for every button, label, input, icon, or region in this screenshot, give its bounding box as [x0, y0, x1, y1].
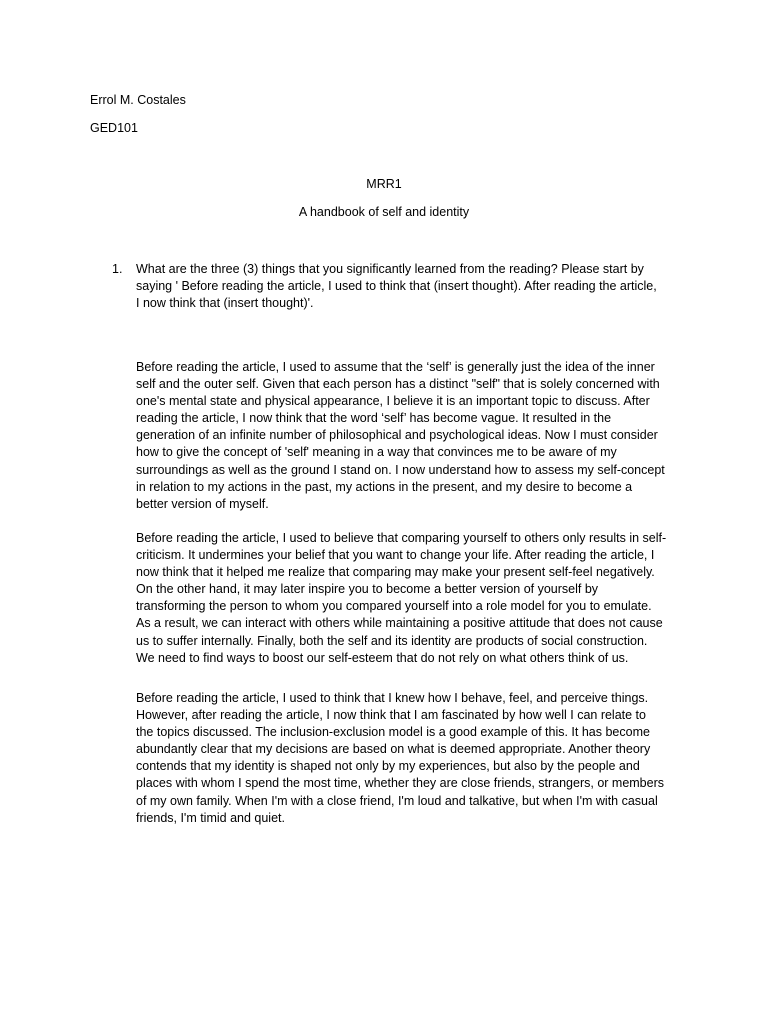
paragraph-line: Before reading the article, I used to assume that the ‘self’ is generally just the idea of the inner — [136, 360, 655, 374]
question-line: I now think that (insert thought)'. — [136, 296, 314, 311]
paragraph-line: Before reading the article, I used to think that I knew how I behave, feel, and perceive things. — [136, 691, 649, 705]
document-title: A handbook of self and identity — [298, 205, 470, 219]
question-text — [136, 261, 696, 312]
paragraph-line: in relation to my actions in the past, my actions in the present, and my desire to become a — [136, 479, 633, 494]
paragraph-line: reading the article, I now think that the word ‘self’ has become vague. It resulted in the — [136, 411, 612, 426]
paragraph-line: generation of an infinite number of philosophical and psychological ideas. Now I must consider — [136, 428, 658, 443]
answer-paragraph-1 — [136, 359, 696, 513]
document-code: MRR1 — [366, 177, 402, 191]
question-number: 1. — [112, 262, 123, 276]
paragraph-line: the topics discussed. The inclusion-exclusion model is a good example of this. It has become — [136, 725, 650, 740]
paragraph-line: abundantly clear that my decisions are based on what is deemed appropriate. Another theory — [136, 742, 651, 757]
paragraph-line: one's mental state and physical appearance, I believe it is an important topic to discuss. After — [136, 394, 650, 409]
paragraph-line: friends, I'm timid and quiet. — [136, 810, 285, 825]
answer-paragraph-3 — [136, 690, 696, 827]
paragraph-line: contends that my identity is shaped not only by my experiences, but also by the people and — [136, 759, 640, 774]
question-line: What are the three (3) things that you significantly learned from the reading? Please start by — [136, 262, 644, 276]
question-line: saying ' Before reading the article, I used to think that (insert thought). After reading the article, — [136, 279, 657, 294]
paragraph-line: of my own family. When I'm with a close friend, I'm loud and talkative, but when I'm with casual — [136, 793, 658, 808]
paragraph-line: However, after reading the article, I now think that I am fascinated by how well I can relate to — [136, 708, 646, 723]
paragraph-line: As a result, we can interact with others while maintaining a positive attitude that does not cause — [136, 616, 663, 631]
paragraph-line: better version of myself. — [136, 496, 269, 511]
paragraph-line: We need to find ways to boost our self-esteem that do not rely on what others think of us. — [136, 650, 629, 665]
paragraph-line: criticism. It undermines your belief that you want to change your life. After reading the article, I — [136, 548, 655, 563]
paragraph-line: On the other hand, it may later inspire you to become a better version of yourself by — [136, 582, 599, 597]
paragraph-line: surroundings as well as the ground I stand on. I now understand how to assess my self-concept — [136, 462, 665, 477]
paragraph-line: Before reading the article, I used to believe that comparing yourself to others only results in self- — [136, 531, 667, 545]
answer-paragraph-2 — [136, 530, 696, 667]
course-code: GED101 — [90, 121, 138, 135]
paragraph-line: transforming the person to whom you compared yourself into a role model for you to emulate. — [136, 599, 652, 614]
paragraph-line: how to give the concept of 'self' meaning in a way that convinces me to be aware of my — [136, 445, 617, 460]
author-name: Errol M. Costales — [90, 93, 186, 107]
paragraph-line: places with whom I spend the most time, whether they are close friends, strangers, or members — [136, 776, 665, 791]
paragraph-line: self and the outer self. Given that each person has a distinct "self" that is solely concerned with — [136, 377, 660, 392]
paragraph-line: us to suffer internally. Finally, both the self and its identity are products of social construction. — [136, 633, 648, 648]
paragraph-line: now think that it helped me realize that comparing may make your present self-feel negatively. — [136, 565, 655, 580]
